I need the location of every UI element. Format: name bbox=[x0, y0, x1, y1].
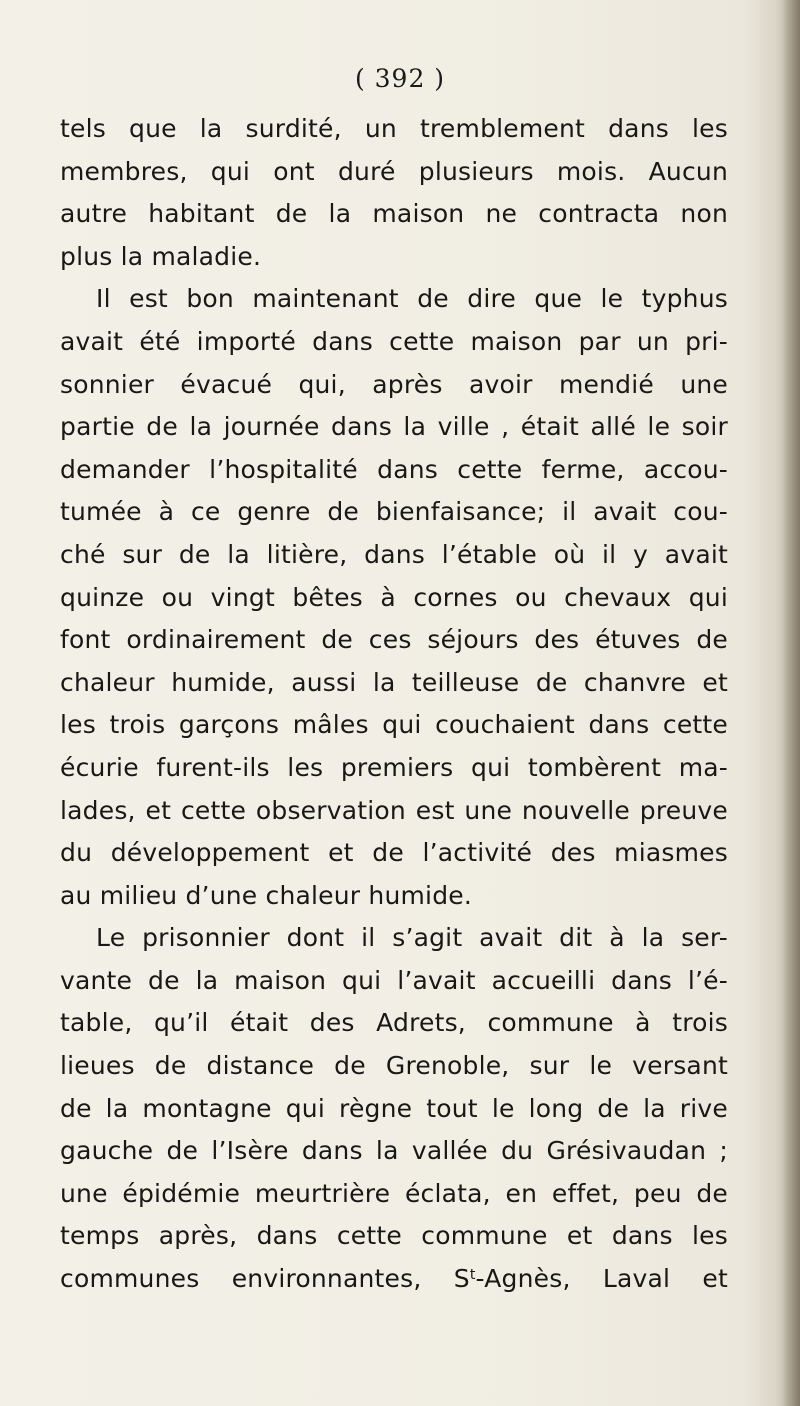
text-line: chaleur humide, aussi la teilleuse de chanvre et bbox=[60, 667, 728, 697]
text-line: quinze ou vingt bêtes à cornes ou chevaux qui bbox=[60, 582, 728, 612]
text-line: écurie furent-ils les premiers qui tombèrent ma- bbox=[60, 752, 728, 782]
text-line bbox=[60, 1258, 728, 1301]
page-number: ( 392 ) bbox=[354, 64, 446, 93]
text-fragment: -Agnès, Laval et bbox=[475, 1264, 728, 1294]
text-line: font ordinairement de ces séjours des étuves de bbox=[60, 625, 728, 655]
paragraph-start-line: Il est bon maintenant de dire que le typhus bbox=[96, 284, 728, 314]
text-line: lades, et cette observation est une nouvelle preuve bbox=[60, 795, 728, 825]
text-line: ché sur de la litière, dans l’étable où il y avait bbox=[60, 539, 728, 569]
text-line: gauche de l’Isère dans la vallée du Grésivaudan ; bbox=[60, 1136, 728, 1166]
text-line: au milieu d’une chaleur humide. bbox=[60, 880, 472, 910]
text-line: demander l’hospitalité dans cette ferme, accou- bbox=[60, 454, 728, 484]
text-line: du développement et de l’activité des miasmes bbox=[60, 838, 728, 868]
text-line: temps après, dans cette commune et dans les bbox=[60, 1221, 728, 1251]
text-line: avait été importé dans cette maison par un pri- bbox=[60, 326, 728, 356]
text-line: tumée à ce genre de bienfaisance; il avait cou- bbox=[60, 497, 728, 527]
text-line: vante de la maison qui l’avait accueilli dans l’é- bbox=[60, 965, 728, 995]
paragraph-start-line: Le prisonnier dont il s’agit avait dit à la ser- bbox=[96, 923, 728, 953]
text-line: tels que la surdité, un tremblement dans les bbox=[60, 114, 728, 143]
text-line: de la montagne qui règne tout le long de la rive bbox=[60, 1093, 728, 1123]
text-line: les trois garçons mâles qui couchaient dans cette bbox=[60, 710, 728, 740]
text-line: une épidémie meurtrière éclata, en effet, peu de bbox=[60, 1178, 728, 1208]
body-text bbox=[60, 108, 728, 1301]
text-line: lieues de distance de Grenoble, sur le versant bbox=[60, 1051, 728, 1081]
text-fragment: communes environnantes, S bbox=[60, 1264, 470, 1294]
text-line: sonnier évacué qui, après avoir mendié une bbox=[60, 369, 728, 399]
text-line: plus la maladie. bbox=[60, 241, 262, 271]
text-line: membres, qui ont duré plusieurs mois. Aucun bbox=[60, 156, 728, 186]
page-edge-shadow bbox=[782, 0, 800, 1406]
superscript: t bbox=[469, 1267, 476, 1284]
text-line: table, qu’il était des Adrets, commune à trois bbox=[60, 1008, 728, 1038]
text-line: partie de la journée dans la ville , était allé le soir bbox=[60, 412, 728, 442]
text-line: autre habitant de la maison ne contracta non bbox=[60, 199, 728, 229]
